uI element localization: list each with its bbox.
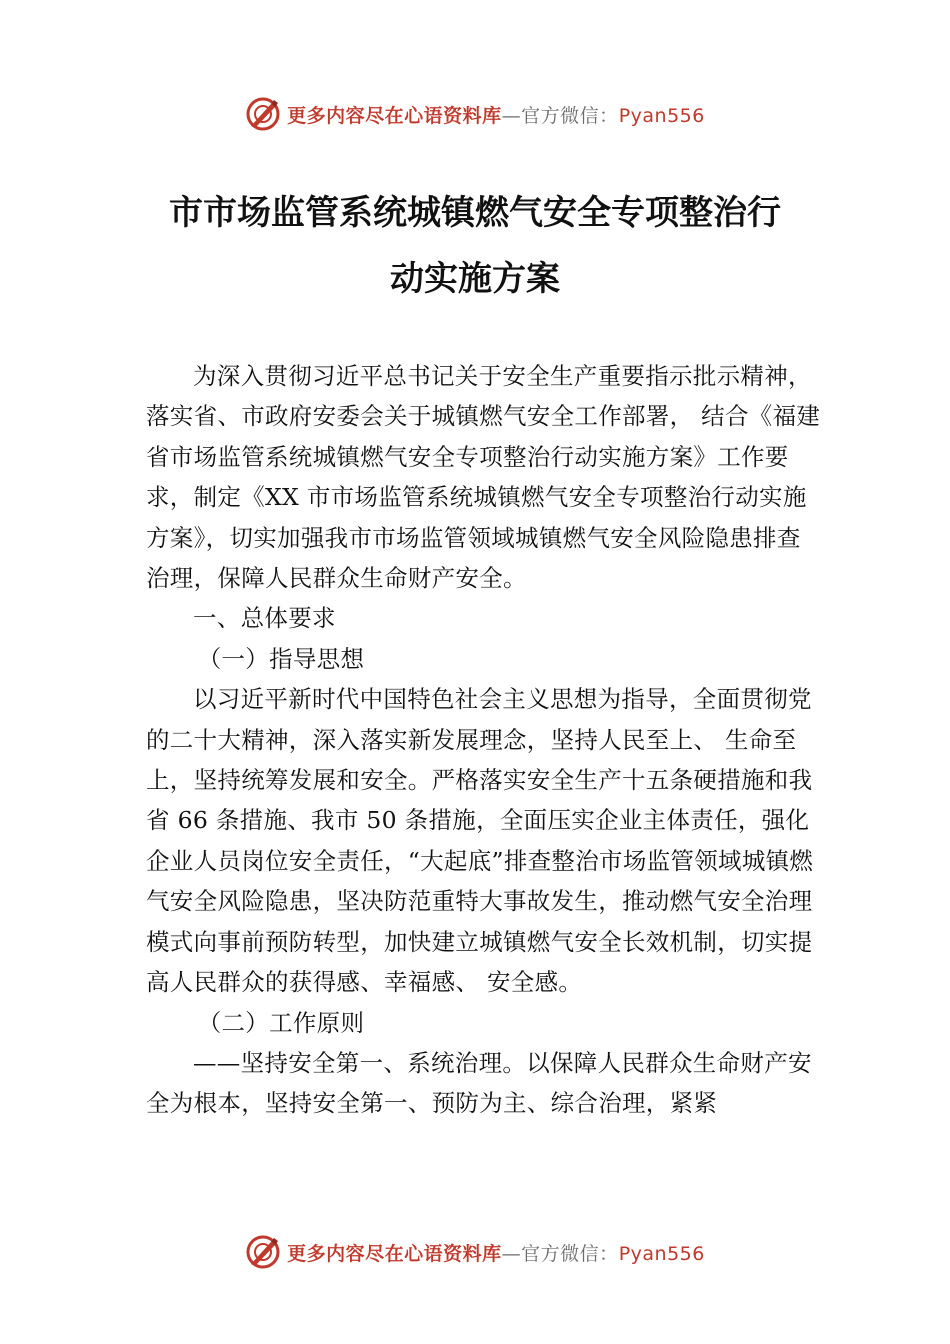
watermark-text: 更多内容尽在心语资料库—官方微信：Pyan556 (287, 1242, 705, 1265)
document-body (146, 356, 822, 1124)
work-principles-paragraph: ——坚持安全第一、系统治理。以保障人民群众生命财产安全为根本，坚持安全第一、预防为主、综合治理，紧紧 (146, 1048, 812, 1118)
footer-watermark-banner (0, 1232, 950, 1272)
document-title (130, 180, 820, 312)
header-watermark-banner (0, 94, 950, 134)
watermark-text: 更多内容尽在心语资料库—官方微信：Pyan556 (287, 104, 705, 127)
section-heading-1: 一、总体要求 (193, 604, 336, 633)
pen-circle-logo-icon (245, 1234, 281, 1270)
intro-paragraph: 为深入贯彻习近平总书记关于安全生产重要指示批示精神，落实省、市政府安委会关于城镇燃气安全工作部署， 结合《福建省市场监管系统城镇燃气安全专项整治行动实施方案》工作要求，制定《XX 市市场监管系统城镇燃气安全专项整治行动实施方案》，切实加强我市市场监管领域城镇燃气安全风险隐患排查治理，保障人民群众生命财产安全。 (146, 362, 821, 593)
pen-circle-logo-icon (245, 96, 281, 132)
guiding-ideology-paragraph: 以习近平新时代中国特色社会主义思想为指导，全面贯彻党的二十大精神，深入落实新发展理念，坚持人民至上、 生命至上，坚持统筹发展和安全。严格落实安全生产十五条硬措施和我省 66 条措施、我市 50 条措施，全面压实企业主体责任，强化企业人员岗位安全责任，“大起底”排查整治市场监管领域城镇燃气安全风险隐患，坚决防范重特大事故发生，推动燃气安全治理模式向事前预防转型，加快建立城镇燃气安全长效机制，切实提高人民群众的获得感、幸福感、 安全感。 (146, 685, 814, 997)
title-line-2: 动实施方案 (390, 259, 560, 299)
subsection-heading-2: （二）工作原则 (197, 1008, 365, 1037)
title-line-1: 市市场监管系统城镇燃气安全专项整治行 (169, 193, 781, 233)
subsection-heading-1: （一）指导思想 (197, 644, 365, 673)
